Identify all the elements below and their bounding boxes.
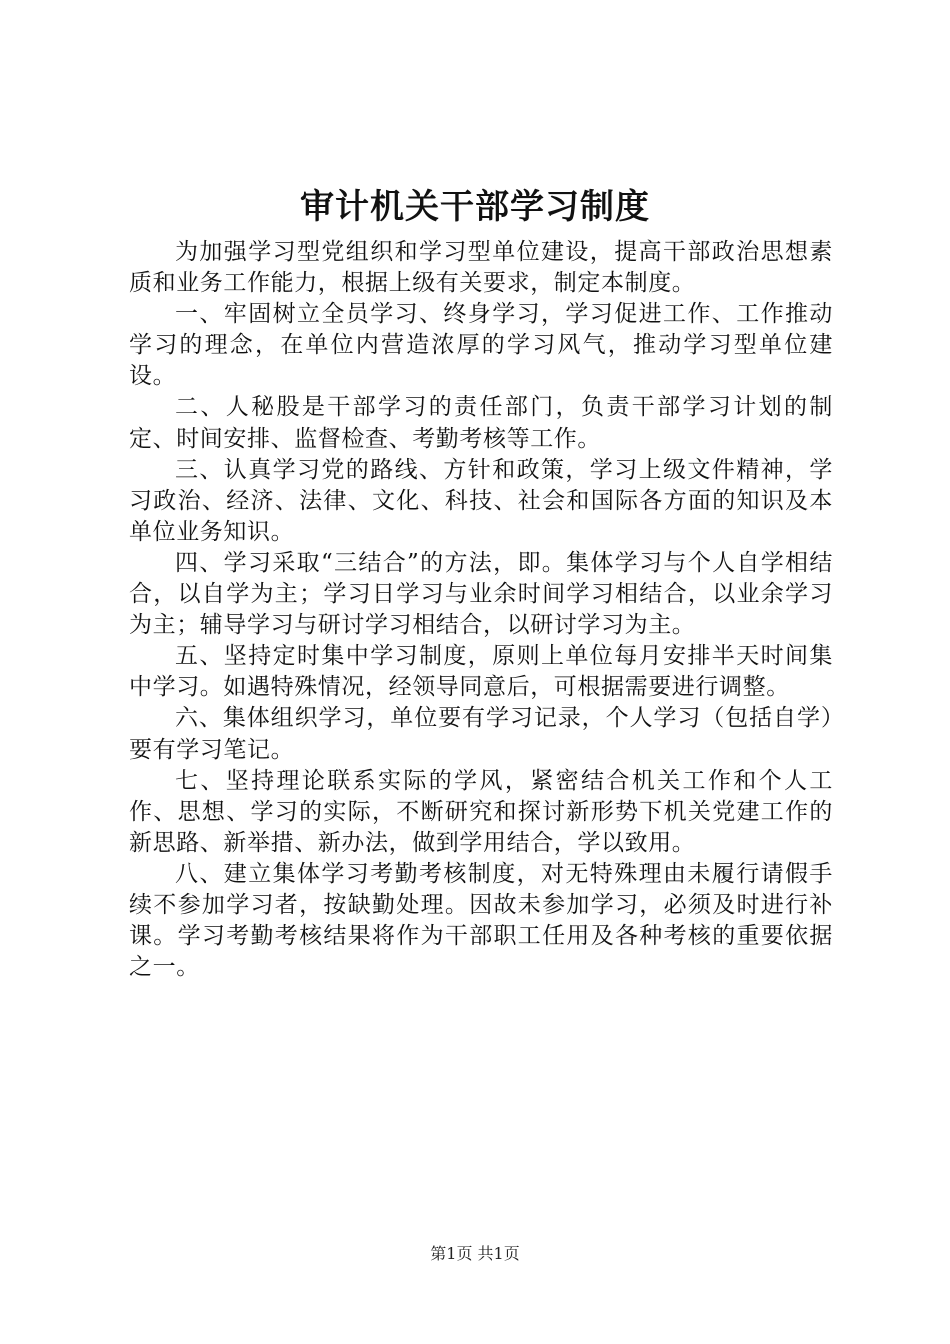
paragraph-item-1: 一、牢固树立全员学习、终身学习，学习促进工作、工作推动学习的理念，在单位内营造浓厚的学习风气，推动学习型单位建设。 bbox=[129, 301, 833, 390]
paragraph-item-7: 七、坚持理论联系实际的学风，紧密结合机关工作和个人工作、思想、学习的实际，不断研究和探讨新形势下机关党建工作的新思路、新举措、新办法，做到学用结合，学以致用。 bbox=[129, 767, 833, 856]
document-title: 审计机关干部学习制度 bbox=[300, 187, 650, 227]
paragraph-intro: 为加强学习型党组织和学习型单位建设，提高干部政治思想素质和业务工作能力，根据上级有关要求，制定本制度。 bbox=[129, 239, 833, 297]
paragraph-item-6: 六、集体组织学习，单位要有学习记录，个人学习（包括自学）要有学习笔记。 bbox=[129, 705, 833, 763]
paragraph-item-2: 二、人秘股是干部学习的责任部门，负责干部学习计划的制定、时间安排、监督检查、考勤考核等工作。 bbox=[129, 394, 833, 452]
paragraph-item-3: 三、认真学习党的路线、方针和政策，学习上级文件精神，学习政治、经济、法律、文化、科技、社会和国际各方面的知识及本单位业务知识。 bbox=[129, 456, 833, 545]
paragraph-item-8: 八、建立集体学习考勤考核制度，对无特殊理由未履行请假手续不参加学习者，按缺勤处理。因故未参加学习，必须及时进行补课。学习考勤考核结果将作为干部职工任用及各种考核的重要依据之一。 bbox=[129, 860, 833, 981]
paragraph-item-5: 五、坚持定时集中学习制度，原则上单位每月安排半天时间集中学习。如遇特殊情况，经领导同意后，可根据需要进行调整。 bbox=[129, 643, 833, 701]
paragraph-item-4: 四、学习采取“三结合”的方法，即。集体学习与个人自学相结合，以自学为主；学习日学习与业余时间学习相结合，以业余学习为主；辅导学习与研讨学习相结合，以研讨学习为主。 bbox=[129, 549, 833, 639]
page-footer: 第1页 共1页 bbox=[430, 1244, 520, 1263]
document-body bbox=[129, 237, 833, 983]
